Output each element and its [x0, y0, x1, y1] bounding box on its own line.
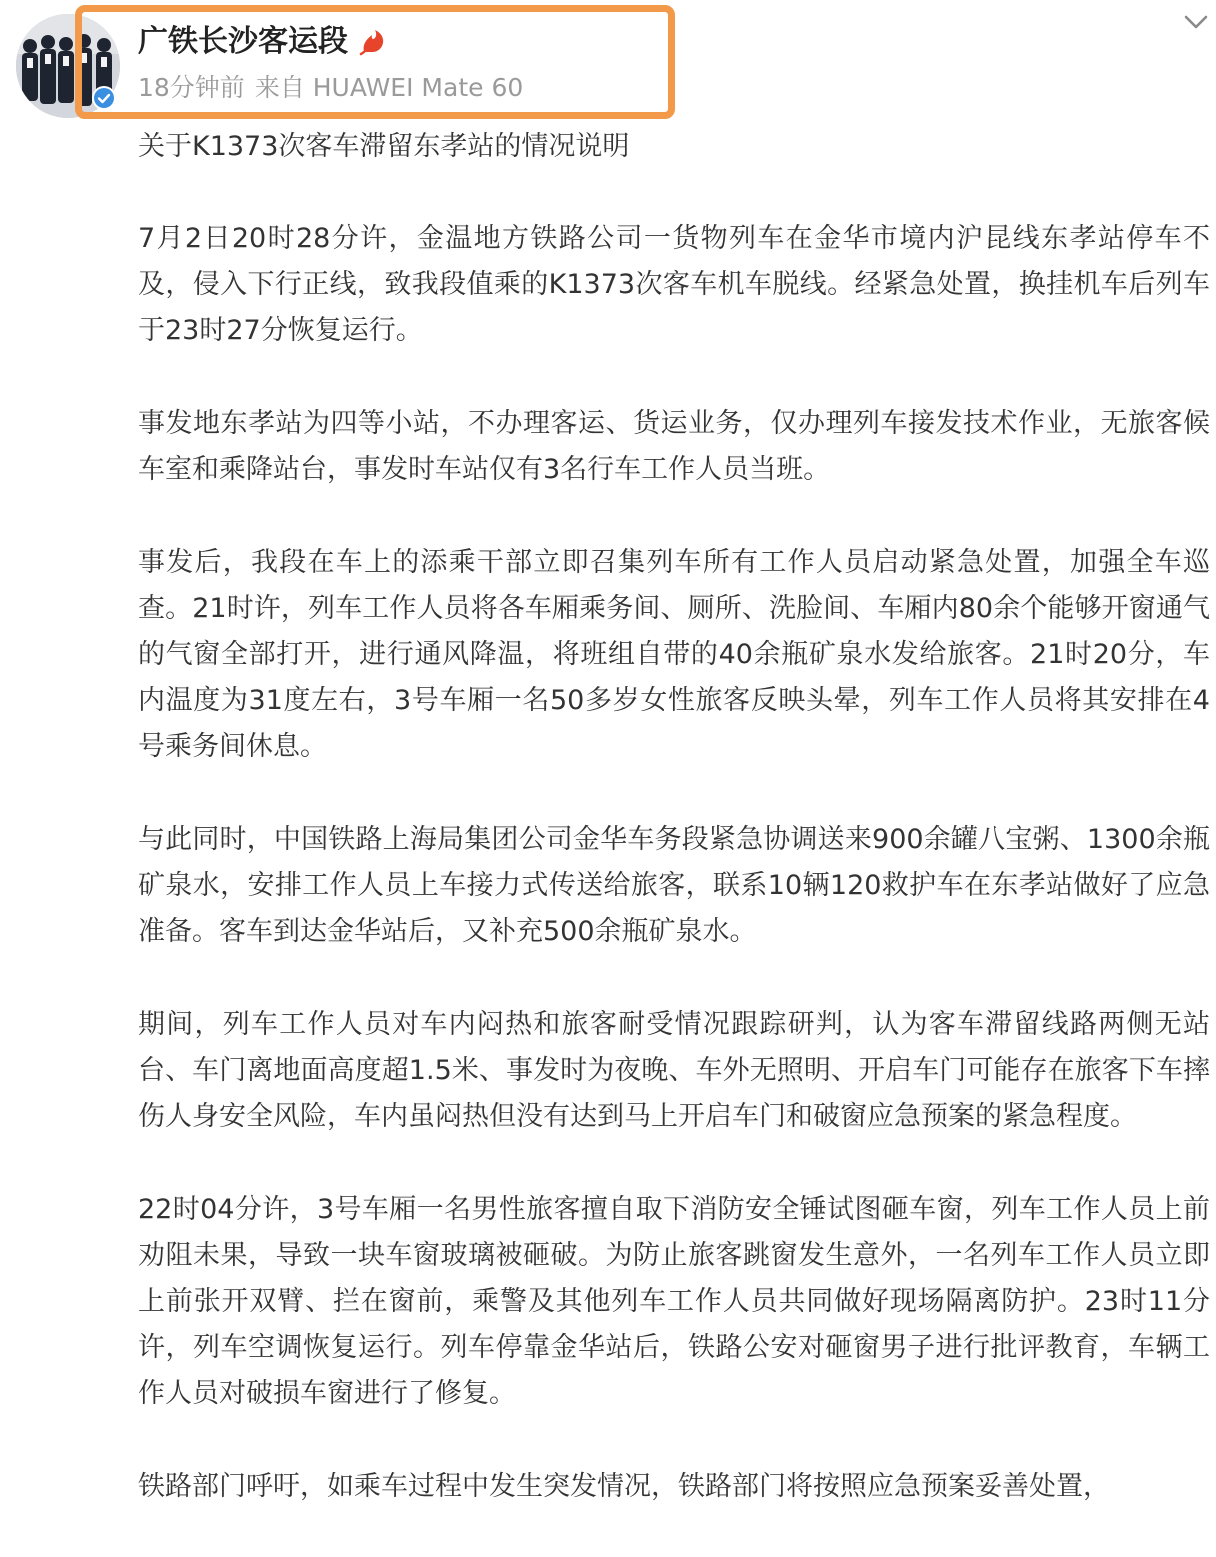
post-paragraph: 与此同时，中国铁路上海局集团公司金华车务段紧急协调送来900余罐八宝粥、1300余瓶矿泉水，安排工作人员上车接力式传送给旅客，联系10辆120救护车在东孝站做好了应急准备。客车到达金华站后，又补充500余瓶矿泉水。 [138, 824, 1210, 947]
post-paragraph: 铁路部门呼吁，如乘车过程中发生突发情况，铁路部门将按照应急预案妥善处置， [138, 1471, 1110, 1502]
post-header [0, 0, 1216, 130]
post-paragraph: 22时04分许，3号车厢一名男性旅客擅自取下消防安全锤试图砸车窗，列车工作人员上前劝阻未果，导致一块车窗玻璃被砸破。为防止旅客跳窗发生意外，一名列车工作人员立即上前张开双臂、拦在窗前，乘警及其他列车工作人员共同做好现场隔离防护。23时11分许，列车空调恢复运行。列车停靠金华站后，铁路公安对砸窗男子进行批评教育，车辆工作人员对破损车窗进行了修复。 [138, 1194, 1210, 1409]
post-time: 18分钟前 [138, 73, 245, 102]
account-name[interactable]: 广铁长沙客运段 [138, 24, 348, 59]
post-title: 关于K1373次客车滞留东孝站的情况说明 [138, 131, 630, 162]
post-source: 来自 HUAWEI Mate 60 [254, 73, 524, 102]
post-paragraph: 7月2日20时28分许，金温地方铁路公司一货物列车在金华市境内沪昆线东孝站停车不及，侵入下行正线，致我段值乘的K1373次客车机车脱线。经紧急处置，换挂机车后列车于23时27分恢复运行。 [138, 223, 1210, 346]
post-paragraph: 事发后，我段在车上的添乘干部立即召集列车所有工作人员启动紧急处置，加强全车巡查。21时许，列车工作人员将各车厢乘务间、厕所、洗脸间、车厢内80余个能够开窗通气的气窗全部打开，进行通风降温，将班组自带的40余瓶矿泉水发给旅客。21时20分，车内温度为31度左右，3号车厢一名50多岁女性旅客反映头晕，列车工作人员将其安排在4号乘务间休息。 [138, 547, 1210, 762]
fire-icon [358, 26, 388, 56]
post-body [138, 124, 1210, 1557]
post-meta [138, 70, 523, 106]
chevron-down-icon[interactable] [1180, 8, 1212, 36]
post-paragraph: 期间，列车工作人员对车内闷热和旅客耐受情况跟踪研判，认为客车滞留线路两侧无站台、车门离地面高度超1.5米、事发时为夜晚、车外无照明、开启车门可能存在旅客下车摔伤人身安全风险，车内虽闷热但没有达到马上开启车门和破窗应急预案的紧急程度。 [138, 1009, 1210, 1132]
post-paragraph: 事发地东孝站为四等小站，不办理客运、货运业务，仅办理列车接发技术作业，无旅客候车室和乘降站台，事发时车站仅有3名行车工作人员当班。 [138, 408, 1210, 485]
